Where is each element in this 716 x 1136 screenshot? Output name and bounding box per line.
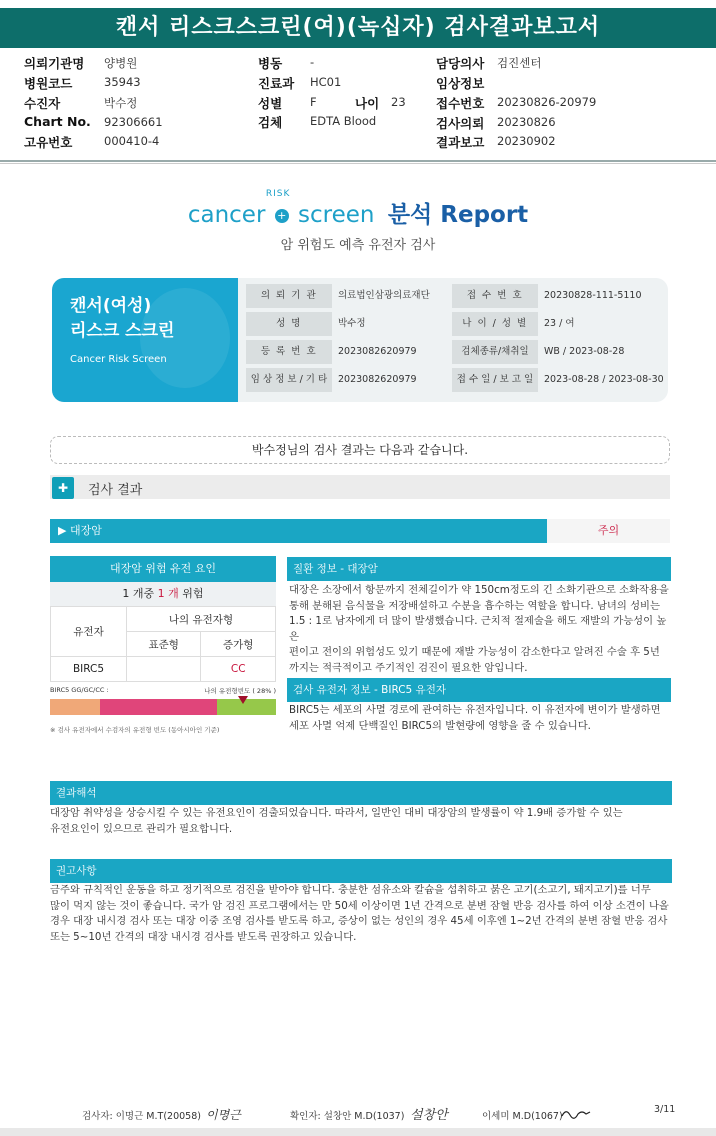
- card-title-line2: 리스크 스크린: [70, 321, 175, 341]
- age-label: 나이: [355, 96, 380, 111]
- info-value: WB / 2023-08-28: [544, 346, 625, 357]
- subtitle: 암 위험도 예측 유전자 검사: [280, 238, 436, 253]
- text-line: 유전요인이 있으므로 관리가 필요합니다.: [50, 822, 233, 835]
- gene-count-suffix: 위험: [182, 587, 204, 600]
- text-line: 통해 분해된 음식물을 저장배설하고 수분을 흡수하는 역할을 합니다. 남녀의 성비는: [289, 599, 660, 612]
- recommendation-header: 권고사항: [50, 859, 672, 883]
- header-value: 20230826: [497, 115, 556, 129]
- examiner-signature: 이명근: [206, 1108, 241, 1122]
- gene-info-text: [289, 703, 669, 734]
- gene-count-prefix: 1 개중: [122, 587, 155, 600]
- header-label: 검사의뢰: [436, 116, 485, 131]
- examiner: 검사자: 이명근 M.T(20058): [82, 1111, 201, 1122]
- col-increased-header: 증가형: [201, 632, 276, 657]
- info-value: 의료법인삼광의료재단: [338, 290, 430, 301]
- text-line: 또는 5~10년 간격의 대장 내시경 검사를 받도록 권장하고 있습니다.: [50, 930, 357, 943]
- header-value: 20230826-20979: [497, 95, 597, 109]
- header-label: 고유번호: [24, 135, 73, 150]
- header-label: 임상정보: [436, 76, 485, 91]
- header-value: HC01: [310, 75, 342, 89]
- logo-risk: RISK: [265, 189, 291, 199]
- info-key: 접 수 번 호: [452, 284, 538, 308]
- info-value: 2023082620979: [338, 374, 417, 385]
- interpretation-header: 결과해석: [50, 781, 672, 805]
- text-line: BIRC5는 세포의 사멸 경로에 관여하는 유전자입니다. 이 유전자에 변이가 발생하면: [289, 704, 661, 716]
- header-label: 결과보고: [436, 135, 485, 150]
- header-label: 의뢰기관명: [24, 56, 85, 71]
- info-key: 등 록 번 호: [246, 340, 332, 364]
- info-key: 의 뢰 기 관: [246, 284, 332, 308]
- col-gene-header: 유전자: [51, 607, 127, 657]
- header-label: 담당의사: [436, 56, 485, 71]
- genotype-table: [50, 606, 276, 682]
- header-divider-thin: [0, 163, 716, 164]
- header-label: 접수번호: [436, 96, 485, 111]
- gene-count: [50, 582, 276, 606]
- header-label: 병동: [258, 56, 283, 71]
- header-label: 검체: [258, 115, 283, 130]
- info-key: 접 수 일 / 보 고 일: [452, 368, 538, 392]
- header-value: F: [310, 95, 317, 109]
- card-title-panel: [52, 278, 238, 402]
- confirmer-signature: 설창안: [410, 1108, 448, 1123]
- table-row: [51, 657, 276, 682]
- disease-info-text: [289, 583, 669, 676]
- text-line: 대장은 소장에서 항문까지 전체길이가 약 150cm정도의 긴 소화기관으로 소화작용을: [289, 584, 669, 596]
- header-value: EDTA Blood: [310, 114, 377, 128]
- gene-name: BIRC5: [51, 657, 127, 682]
- increased-genotype: CC: [201, 657, 276, 682]
- info-row: [246, 312, 664, 340]
- scale-segment: [100, 699, 218, 715]
- info-key: 임 상 정 보 / 기 타: [246, 368, 332, 392]
- text-line: 대장암 취약성을 상승시킬 수 있는 유전요인이 검출되었습니다. 따라서, 일반인 대비 대장암의 발생률이 약 1.9배 증가할 수 있는: [50, 807, 623, 819]
- text-line: 많이 먹지 않는 것이 좋습니다. 국가 암 검진 프로그램에서는 만 50세 이상이면 1년 간격으로 분변 잠혈 반응 검사를 하여 이상 소견이 나올: [50, 899, 669, 912]
- text-line: 1.5 : 1로 남자에게 더 많이 발생했습니다. 근치적 절제술을 해도 재발의 가능성이 높은: [289, 615, 667, 643]
- normal-genotype: [127, 657, 201, 682]
- header-value: 92306661: [104, 115, 163, 129]
- confirmer2: 이세미 M.D(1067): [482, 1111, 563, 1122]
- info-grid: [246, 284, 664, 396]
- text-line: 금주와 규칙적인 운동을 하고 정기적으로 검진을 받아야 합니다. 충분한 섬유소와 칼슘을 섭취하고 붉은 고기(소고기, 돼지고기)를 너무: [50, 884, 651, 896]
- header-label: 진료과: [258, 76, 295, 91]
- logo-screen: screen: [298, 202, 375, 228]
- header-value: -: [310, 55, 315, 69]
- gene-info-header: 검사 유전자 정보 - BIRC5 유전자: [287, 678, 671, 702]
- logo-cancer: cancer: [187, 202, 266, 228]
- info-value: 박수정: [338, 318, 366, 329]
- info-key: 성 명: [246, 312, 332, 336]
- my-frequency-marker: [238, 696, 248, 704]
- info-value: 20230828-111-5110: [544, 290, 642, 301]
- card-title-en: Cancer Risk Screen: [70, 354, 167, 365]
- interpretation-text: [50, 806, 672, 837]
- info-row: [246, 284, 664, 312]
- info-value: 2023-08-28 / 2023-08-30: [544, 374, 664, 385]
- logo-plus-icon: +: [275, 209, 289, 223]
- cancer-risk-screen-logo: [0, 189, 716, 230]
- info-key: 나 이 / 성 별: [452, 312, 538, 336]
- gene-panel: [50, 556, 276, 682]
- report-title: 캔서 리스크스크린(여)(녹십자) 검사결과보고서: [0, 8, 716, 48]
- category-name: ▶ 대장암: [50, 519, 547, 543]
- scale-left-label: BIRC5 GG/GC/CC :: [50, 686, 109, 694]
- gene-count-value: 1 개: [157, 587, 179, 600]
- col-normal-header: 표준형: [127, 632, 201, 657]
- text-line: 까지는 적극적이고 주기적인 검진이 필요한 암입니다.: [289, 661, 528, 674]
- header-divider: [0, 160, 716, 162]
- patient-header: [0, 54, 716, 154]
- folder-plus-icon: ✚: [52, 477, 74, 499]
- result-notice: 박수정님의 검사 결과는 다음과 같습니다.: [50, 436, 670, 464]
- category-bar: [50, 519, 670, 543]
- header-value: 박수정: [104, 96, 138, 110]
- confirmer: 확인자: 설창안 M.D(1037): [290, 1111, 405, 1122]
- header-label: 성별: [258, 96, 283, 111]
- scale-segment: [50, 699, 100, 715]
- summary-card: [52, 278, 668, 402]
- text-line: 세포 사멸 억제 단백질인 BIRC5의 발현량에 영향을 줄 수 있습니다.: [289, 719, 591, 732]
- info-value: 2023082620979: [338, 346, 417, 357]
- header-value: 양병원: [104, 56, 138, 70]
- decorative-circle: [140, 288, 230, 388]
- header-value: 검진센터: [497, 56, 542, 70]
- scale-right-label: 나의 유전형빈도 ( 28% ): [204, 687, 276, 695]
- signature-footer: [0, 1104, 716, 1124]
- scale-note: ※ 검사 유전자에서 수검자의 유전형 빈도 (동아시아인 기준): [50, 726, 220, 734]
- confirmer2-signature-mark: [560, 1106, 592, 1120]
- logo-report: 분석 Report: [387, 202, 529, 228]
- scale-labels: [50, 686, 276, 695]
- header-value: 000410-4: [104, 134, 160, 148]
- info-row: [246, 368, 664, 396]
- page-number: 3/11: [654, 1104, 676, 1115]
- bottom-strip: [0, 1128, 716, 1136]
- card-title-line1: 캔서(여성): [70, 296, 152, 316]
- category-status: 주의: [547, 519, 670, 543]
- header-label: 병원코드: [24, 76, 73, 91]
- header-label: 수진자: [24, 96, 61, 111]
- gene-panel-header: 대장암 위험 유전 요인: [50, 556, 276, 582]
- text-line: 편이고 전이의 위험성도 있기 때문에 재발 가능성이 감소한다고 알려진 수술 후 5년: [289, 646, 660, 658]
- text-line: 경우 대장 내시경 검사 또는 대장 이중 조영 검사를 받도록 하고, 증상이 없는 성인의 경우 45세 이후엔 1~2년 간격의 분변 잠혈 반응 검사: [50, 915, 668, 927]
- col-mine-header: 나의 유전자형: [127, 607, 276, 632]
- info-value: 23 / 여: [544, 318, 575, 329]
- info-key: 검체종류/채취일: [452, 340, 538, 364]
- info-row: [246, 340, 664, 368]
- section-header-results: [50, 475, 670, 499]
- header-label: Chart No.: [24, 114, 91, 129]
- header-value: 35943: [104, 75, 141, 89]
- age-value: 23: [391, 95, 406, 109]
- disease-info-header: 질환 정보 - 대장암: [287, 557, 671, 581]
- section-title: 검사 결과: [88, 483, 143, 498]
- header-value: 20230902: [497, 134, 556, 148]
- recommendation-text: [50, 883, 672, 945]
